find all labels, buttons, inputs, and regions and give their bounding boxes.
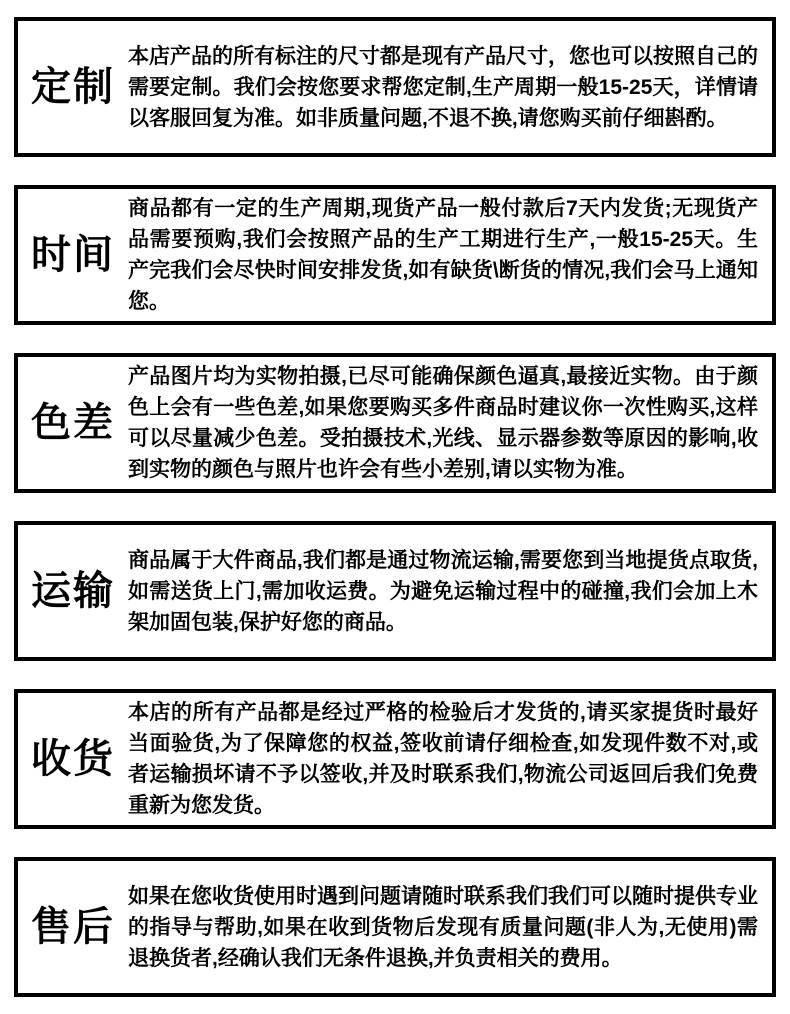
section-text-shipping: 商品属于大件商品,我们都是通过物流运输,需要您到当地提货点取货,如需送货上门,需加收运费。为避免运输过程中的碰撞,我们会加上木架加固包装,保护好您的商品。	[128, 548, 758, 634]
info-section-receiving	[14, 689, 776, 829]
section-label-time: 时间	[31, 233, 115, 277]
section-text-color-difference: 产品图片均为实物拍摄,已尽可能确保颜色逼真,最接近实物。由于颜色上会有一些色差,如果您要购买多件商品时建议你一次性购买,这样可以尽量减少色差。受拍摄技术,光线、显示器参数等原因的影响,收到实物的颜色与照片也许会有些小差别,请以实物为准。	[128, 365, 758, 481]
info-section-time	[14, 185, 776, 325]
info-section-shipping	[14, 521, 776, 661]
section-label-color-difference: 色差	[31, 401, 115, 445]
section-text-receiving: 本店的所有产品都是经过严格的检验后才发货的,请买家提货时最好当面验货,为了保障您的权益,签收前请仔细检查,如发现件数不对,或者运输损坏请不予以签收,并及时联系我们,物流公司返回后我们免费重新为您发货。	[128, 701, 758, 817]
section-label-shipping: 运输	[31, 569, 115, 613]
section-text-time: 商品都有一定的生产周期,现货产品一般付款后7天内发货;无现货产品需要预购,我们会按照产品的生产工期进行生产,一般15-25天。生产完我们会尽快时间安排发货,如有缺货\断货的情况,我们会马上通知您。	[128, 197, 758, 313]
info-section-after-sales	[14, 857, 776, 997]
section-label-after-sales: 售后	[31, 905, 115, 949]
section-text-customization: 本店产品的所有标注的尺寸都是现有产品尺寸，您也可以按照自己的需要定制。我们会按您要求帮您定制,生产周期一般15-25天，详情请以客服回复为准。如非质量问题,不退不换,请您购买前仔细斟酌。	[128, 44, 758, 130]
section-label-receiving: 收货	[31, 737, 115, 781]
info-section-color-difference	[14, 353, 776, 493]
section-label-customization: 定制	[31, 65, 115, 109]
info-section-customization	[14, 17, 776, 157]
section-text-after-sales: 如果在您收货使用时遇到问题请随时联系我们我们可以随时提供专业的指导与帮助,如果在收到货物后发现有质量问题(非人为,无使用)需退换货者,经确认我们无条件退换,并负责相关的费用。	[128, 884, 758, 970]
